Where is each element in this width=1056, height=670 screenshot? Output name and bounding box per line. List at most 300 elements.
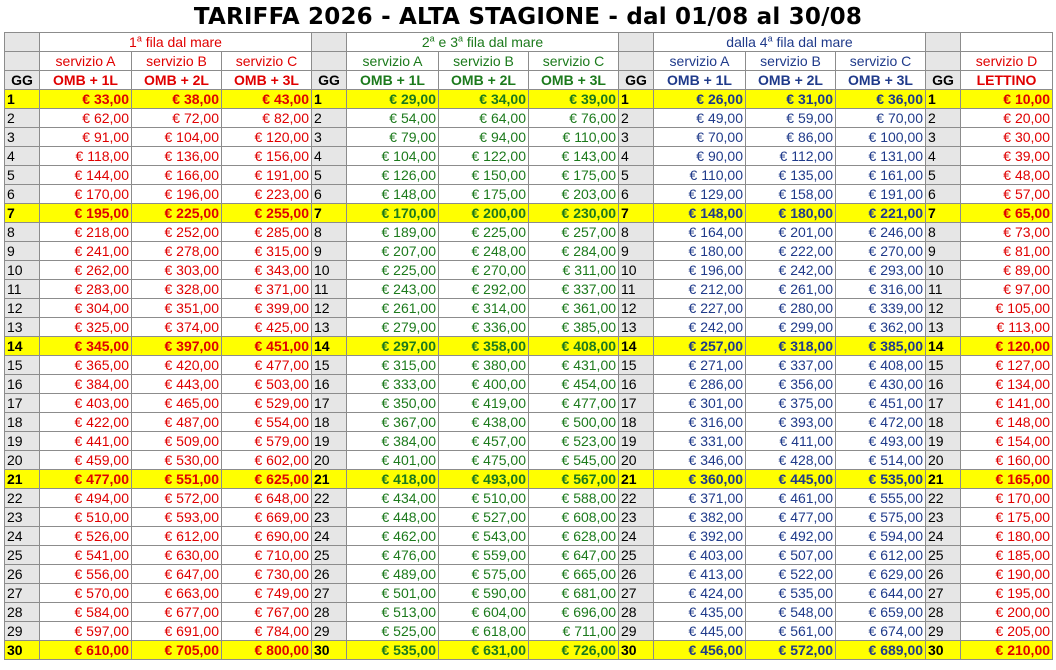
price-cell: € 297,00 <box>347 337 439 356</box>
price-cell: € 418,00 <box>347 470 439 489</box>
table-row <box>5 508 1053 527</box>
day-cell: 19 <box>619 432 654 451</box>
price-cell: € 541,00 <box>40 546 132 565</box>
day-cell: 15 <box>312 356 347 375</box>
price-cell: € 315,00 <box>222 242 312 261</box>
price-cell: € 431,00 <box>529 356 619 375</box>
price-cell: € 501,00 <box>347 584 439 603</box>
day-cell: 23 <box>312 508 347 527</box>
pack-1l-label: OMB + 1L <box>347 71 439 90</box>
price-cell: € 408,00 <box>836 356 926 375</box>
price-cell: € 222,00 <box>746 242 836 261</box>
table-row <box>5 90 1053 109</box>
price-cell: € 62,00 <box>40 109 132 128</box>
price-cell: € 284,00 <box>529 242 619 261</box>
price-cell: € 144,00 <box>40 166 132 185</box>
gg-header-blank <box>312 52 347 71</box>
price-cell: € 331,00 <box>654 432 746 451</box>
lettino-price-cell: € 81,00 <box>961 242 1053 261</box>
price-cell: € 34,00 <box>439 90 529 109</box>
day-cell: 6 <box>619 185 654 204</box>
price-cell: € 301,00 <box>654 394 746 413</box>
zone-1-sup: a <box>136 32 142 43</box>
gg-header-blank <box>5 52 40 71</box>
day-cell: 9 <box>312 242 347 261</box>
day-cell: 23 <box>619 508 654 527</box>
day-cell: 30 <box>5 641 40 660</box>
price-cell: € 561,00 <box>746 622 836 641</box>
price-cell: € 336,00 <box>439 318 529 337</box>
table-row <box>5 565 1053 584</box>
table-row <box>5 204 1053 223</box>
price-cell: € 510,00 <box>439 489 529 508</box>
day-cell: 4 <box>926 147 961 166</box>
price-cell: € 120,00 <box>222 128 312 147</box>
service-c-label: servizio C <box>529 52 619 71</box>
price-cell: € 196,00 <box>654 261 746 280</box>
price-cell: € 175,00 <box>529 166 619 185</box>
day-cell: 7 <box>619 204 654 223</box>
price-cell: € 523,00 <box>529 432 619 451</box>
lettino-price-cell: € 210,00 <box>961 641 1053 660</box>
day-cell: 20 <box>5 451 40 470</box>
day-cell: 11 <box>5 280 40 299</box>
day-cell: 20 <box>926 451 961 470</box>
price-cell: € 438,00 <box>439 413 529 432</box>
price-cell: € 510,00 <box>40 508 132 527</box>
price-cell: € 530,00 <box>132 451 222 470</box>
day-cell: 24 <box>926 527 961 546</box>
day-cell: 5 <box>619 166 654 185</box>
day-cell: 4 <box>5 147 40 166</box>
day-cell: 7 <box>5 204 40 223</box>
table-row <box>5 356 1053 375</box>
price-cell: € 711,00 <box>529 622 619 641</box>
day-cell: 13 <box>5 318 40 337</box>
lettino-price-cell: € 20,00 <box>961 109 1053 128</box>
price-cell: € 604,00 <box>439 603 529 622</box>
day-cell: 1 <box>619 90 654 109</box>
day-cell: 25 <box>926 546 961 565</box>
day-cell: 2 <box>312 109 347 128</box>
lettino-price-cell: € 185,00 <box>961 546 1053 565</box>
price-cell: € 408,00 <box>529 337 619 356</box>
day-cell: 14 <box>619 337 654 356</box>
price-cell: € 489,00 <box>347 565 439 584</box>
price-cell: € 456,00 <box>654 641 746 660</box>
price-cell: € 135,00 <box>746 166 836 185</box>
day-cell: 17 <box>312 394 347 413</box>
price-cell: € 572,00 <box>132 489 222 508</box>
price-cell: € 411,00 <box>746 432 836 451</box>
price-cell: € 86,00 <box>746 128 836 147</box>
price-cell: € 279,00 <box>347 318 439 337</box>
day-cell: 10 <box>5 261 40 280</box>
day-cell: 11 <box>926 280 961 299</box>
lettino-price-cell: € 89,00 <box>961 261 1053 280</box>
price-cell: € 689,00 <box>836 641 926 660</box>
day-cell: 24 <box>619 527 654 546</box>
lettino-price-cell: € 195,00 <box>961 584 1053 603</box>
day-cell: 22 <box>312 489 347 508</box>
price-cell: € 328,00 <box>132 280 222 299</box>
table-row <box>5 470 1053 489</box>
day-cell: 17 <box>619 394 654 413</box>
service-a-label: servizio A <box>654 52 746 71</box>
price-cell: € 559,00 <box>439 546 529 565</box>
day-cell: 29 <box>5 622 40 641</box>
price-cell: € 225,00 <box>132 204 222 223</box>
day-cell: 3 <box>312 128 347 147</box>
price-cell: € 665,00 <box>529 565 619 584</box>
price-cell: € 503,00 <box>222 375 312 394</box>
price-cell: € 29,00 <box>347 90 439 109</box>
price-cell: € 161,00 <box>836 166 926 185</box>
day-cell: 23 <box>5 508 40 527</box>
day-cell: 20 <box>312 451 347 470</box>
price-cell: € 493,00 <box>439 470 529 489</box>
price-cell: € 26,00 <box>654 90 746 109</box>
table-row <box>5 527 1053 546</box>
table-row <box>5 223 1053 242</box>
day-cell: 14 <box>926 337 961 356</box>
lettino-price-cell: € 134,00 <box>961 375 1053 394</box>
price-cell: € 218,00 <box>40 223 132 242</box>
price-cell: € 594,00 <box>836 527 926 546</box>
lettino-price-cell: € 10,00 <box>961 90 1053 109</box>
price-cell: € 459,00 <box>40 451 132 470</box>
price-cell: € 191,00 <box>222 166 312 185</box>
price-cell: € 674,00 <box>836 622 926 641</box>
price-cell: € 548,00 <box>746 603 836 622</box>
price-cell: € 362,00 <box>836 318 926 337</box>
price-cell: € 493,00 <box>836 432 926 451</box>
lettino-price-cell: € 148,00 <box>961 413 1053 432</box>
day-cell: 14 <box>5 337 40 356</box>
day-cell: 5 <box>926 166 961 185</box>
price-cell: € 681,00 <box>529 584 619 603</box>
day-cell: 25 <box>619 546 654 565</box>
price-cell: € 602,00 <box>222 451 312 470</box>
price-cell: € 575,00 <box>836 508 926 527</box>
price-cell: € 677,00 <box>132 603 222 622</box>
price-cell: € 278,00 <box>132 242 222 261</box>
price-cell: € 647,00 <box>132 565 222 584</box>
price-cell: € 529,00 <box>222 394 312 413</box>
price-cell: € 612,00 <box>132 527 222 546</box>
price-cell: € 375,00 <box>746 394 836 413</box>
price-cell: € 150,00 <box>439 166 529 185</box>
day-cell: 1 <box>926 90 961 109</box>
gg-header-blank <box>619 33 654 52</box>
day-cell: 27 <box>312 584 347 603</box>
pack-3l-label: OMB + 3L <box>222 71 312 90</box>
price-cell: € 64,00 <box>439 109 529 128</box>
gg-header: GG <box>926 71 961 90</box>
price-cell: € 435,00 <box>654 603 746 622</box>
table-row <box>5 413 1053 432</box>
price-cell: € 257,00 <box>654 337 746 356</box>
service-b-label: servizio B <box>746 52 836 71</box>
day-cell: 18 <box>619 413 654 432</box>
price-cell: € 49,00 <box>654 109 746 128</box>
price-cell: € 100,00 <box>836 128 926 147</box>
price-cell: € 535,00 <box>746 584 836 603</box>
day-cell: 18 <box>312 413 347 432</box>
price-cell: € 43,00 <box>222 90 312 109</box>
day-cell: 18 <box>926 413 961 432</box>
day-cell: 19 <box>312 432 347 451</box>
price-cell: € 104,00 <box>347 147 439 166</box>
price-cell: € 476,00 <box>347 546 439 565</box>
price-cell: € 384,00 <box>40 375 132 394</box>
price-cell: € 430,00 <box>836 375 926 394</box>
gg-header-blank <box>5 33 40 52</box>
day-cell: 12 <box>619 299 654 318</box>
price-cell: € 346,00 <box>654 451 746 470</box>
table-row <box>5 337 1053 356</box>
day-cell: 21 <box>5 470 40 489</box>
price-cell: € 705,00 <box>132 641 222 660</box>
price-cell: € 196,00 <box>132 185 222 204</box>
zone-2-header <box>347 33 619 52</box>
table-row <box>5 394 1053 413</box>
price-cell: € 696,00 <box>529 603 619 622</box>
price-cell: € 350,00 <box>347 394 439 413</box>
day-cell: 17 <box>5 394 40 413</box>
day-cell: 29 <box>619 622 654 641</box>
day-cell: 9 <box>5 242 40 261</box>
price-cell: € 451,00 <box>222 337 312 356</box>
zone-d-blank <box>961 33 1053 52</box>
day-cell: 17 <box>926 394 961 413</box>
price-cell: € 337,00 <box>529 280 619 299</box>
price-cell: € 526,00 <box>40 527 132 546</box>
price-cell: € 384,00 <box>347 432 439 451</box>
price-cell: € 451,00 <box>836 394 926 413</box>
price-cell: € 443,00 <box>132 375 222 394</box>
pack-header-row <box>5 71 1053 90</box>
price-cell: € 225,00 <box>347 261 439 280</box>
price-cell: € 351,00 <box>132 299 222 318</box>
table-row <box>5 584 1053 603</box>
price-cell: € 195,00 <box>40 204 132 223</box>
day-cell: 13 <box>312 318 347 337</box>
day-cell: 12 <box>312 299 347 318</box>
service-d-label: servizio D <box>961 52 1053 71</box>
price-cell: € 129,00 <box>654 185 746 204</box>
pack-2l-label: OMB + 2L <box>746 71 836 90</box>
price-cell: € 420,00 <box>132 356 222 375</box>
price-cell: € 59,00 <box>746 109 836 128</box>
price-cell: € 631,00 <box>439 641 529 660</box>
day-cell: 16 <box>5 375 40 394</box>
day-cell: 22 <box>619 489 654 508</box>
price-cell: € 554,00 <box>222 413 312 432</box>
price-cell: € 659,00 <box>836 603 926 622</box>
day-cell: 26 <box>312 565 347 584</box>
price-cell: € 572,00 <box>746 641 836 660</box>
lettino-price-cell: € 141,00 <box>961 394 1053 413</box>
price-cell: € 293,00 <box>836 261 926 280</box>
price-cell: € 90,00 <box>654 147 746 166</box>
pack-2l-label: OMB + 2L <box>439 71 529 90</box>
lettino-price-cell: € 127,00 <box>961 356 1053 375</box>
price-cell: € 527,00 <box>439 508 529 527</box>
table-row <box>5 109 1053 128</box>
price-cell: € 126,00 <box>347 166 439 185</box>
price-cell: € 286,00 <box>654 375 746 394</box>
day-cell: 13 <box>619 318 654 337</box>
price-cell: € 242,00 <box>746 261 836 280</box>
service-b-label: servizio B <box>132 52 222 71</box>
zone-2-text: fila dal mare <box>463 33 544 50</box>
day-cell: 7 <box>926 204 961 223</box>
price-cell: € 784,00 <box>222 622 312 641</box>
day-cell: 1 <box>5 90 40 109</box>
lettino-price-cell: € 175,00 <box>961 508 1053 527</box>
price-cell: € 413,00 <box>654 565 746 584</box>
price-cell: € 535,00 <box>347 641 439 660</box>
day-cell: 11 <box>312 280 347 299</box>
price-cell: € 669,00 <box>222 508 312 527</box>
lettino-price-cell: € 57,00 <box>961 185 1053 204</box>
price-cell: € 663,00 <box>132 584 222 603</box>
price-cell: € 567,00 <box>529 470 619 489</box>
day-cell: 28 <box>5 603 40 622</box>
price-cell: € 494,00 <box>40 489 132 508</box>
price-cell: € 257,00 <box>529 223 619 242</box>
price-cell: € 270,00 <box>836 242 926 261</box>
day-cell: 9 <box>926 242 961 261</box>
zone-2-num: 2 <box>421 33 430 50</box>
price-cell: € 487,00 <box>132 413 222 432</box>
price-cell: € 509,00 <box>132 432 222 451</box>
price-cell: € 156,00 <box>222 147 312 166</box>
gg-header-blank <box>926 33 961 52</box>
price-cell: € 337,00 <box>746 356 836 375</box>
price-cell: € 575,00 <box>439 565 529 584</box>
day-cell: 21 <box>926 470 961 489</box>
day-cell: 3 <box>926 128 961 147</box>
price-cell: € 612,00 <box>836 546 926 565</box>
price-cell: € 283,00 <box>40 280 132 299</box>
price-cell: € 318,00 <box>746 337 836 356</box>
day-cell: 19 <box>926 432 961 451</box>
day-cell: 24 <box>312 527 347 546</box>
table-row <box>5 432 1053 451</box>
price-cell: € 513,00 <box>347 603 439 622</box>
service-header-row <box>5 52 1053 71</box>
day-cell: 6 <box>5 185 40 204</box>
price-cell: € 551,00 <box>132 470 222 489</box>
service-c-label: servizio C <box>222 52 312 71</box>
price-cell: € 200,00 <box>439 204 529 223</box>
price-cell: € 242,00 <box>654 318 746 337</box>
price-cell: € 227,00 <box>654 299 746 318</box>
price-cell: € 148,00 <box>347 185 439 204</box>
lettino-price-cell: € 65,00 <box>961 204 1053 223</box>
price-cell: € 380,00 <box>439 356 529 375</box>
price-cell: € 285,00 <box>222 223 312 242</box>
price-cell: € 441,00 <box>40 432 132 451</box>
day-cell: 25 <box>312 546 347 565</box>
zone-2-mid: e 3 <box>434 33 458 50</box>
price-cell: € 475,00 <box>439 451 529 470</box>
price-cell: € 261,00 <box>347 299 439 318</box>
lettino-price-cell: € 170,00 <box>961 489 1053 508</box>
table-row <box>5 622 1053 641</box>
price-cell: € 325,00 <box>40 318 132 337</box>
price-cell: € 91,00 <box>40 128 132 147</box>
day-cell: 30 <box>926 641 961 660</box>
price-cell: € 70,00 <box>836 109 926 128</box>
price-cell: € 110,00 <box>654 166 746 185</box>
day-cell: 15 <box>926 356 961 375</box>
price-cell: € 112,00 <box>746 147 836 166</box>
day-cell: 30 <box>619 641 654 660</box>
price-cell: € 800,00 <box>222 641 312 660</box>
price-cell: € 315,00 <box>347 356 439 375</box>
price-cell: € 507,00 <box>746 546 836 565</box>
price-cell: € 158,00 <box>746 185 836 204</box>
pack-3l-label: OMB + 3L <box>836 71 926 90</box>
price-cell: € 555,00 <box>836 489 926 508</box>
day-cell: 27 <box>926 584 961 603</box>
table-row <box>5 242 1053 261</box>
price-cell: € 477,00 <box>529 394 619 413</box>
price-cell: € 38,00 <box>132 90 222 109</box>
price-cell: € 425,00 <box>222 318 312 337</box>
price-cell: € 191,00 <box>836 185 926 204</box>
price-cell: € 644,00 <box>836 584 926 603</box>
day-cell: 28 <box>619 603 654 622</box>
price-cell: € 545,00 <box>529 451 619 470</box>
price-cell: € 424,00 <box>654 584 746 603</box>
price-cell: € 457,00 <box>439 432 529 451</box>
price-cell: € 221,00 <box>836 204 926 223</box>
price-cell: € 647,00 <box>529 546 619 565</box>
day-cell: 5 <box>312 166 347 185</box>
lettino-price-cell: € 105,00 <box>961 299 1053 318</box>
price-cell: € 371,00 <box>654 489 746 508</box>
price-cell: € 535,00 <box>836 470 926 489</box>
price-cell: € 448,00 <box>347 508 439 527</box>
day-cell: 24 <box>5 527 40 546</box>
price-cell: € 252,00 <box>132 223 222 242</box>
price-cell: € 241,00 <box>40 242 132 261</box>
price-cell: € 255,00 <box>222 204 312 223</box>
price-cell: € 374,00 <box>132 318 222 337</box>
lettino-price-cell: € 113,00 <box>961 318 1053 337</box>
price-cell: € 356,00 <box>746 375 836 394</box>
price-cell: € 225,00 <box>439 223 529 242</box>
lettino-price-cell: € 160,00 <box>961 451 1053 470</box>
price-cell: € 246,00 <box>836 223 926 242</box>
price-cell: € 345,00 <box>40 337 132 356</box>
price-cell: € 367,00 <box>347 413 439 432</box>
price-cell: € 170,00 <box>40 185 132 204</box>
price-cell: € 248,00 <box>439 242 529 261</box>
price-cell: € 570,00 <box>40 584 132 603</box>
price-cell: € 403,00 <box>40 394 132 413</box>
price-cell: € 477,00 <box>40 470 132 489</box>
day-cell: 21 <box>312 470 347 489</box>
pack-3l-label: OMB + 3L <box>529 71 619 90</box>
price-cell: € 303,00 <box>132 261 222 280</box>
page-title: TARIFFA 2026 - ALTA STAGIONE - dal 01/08 al 30/08 <box>193 4 863 30</box>
day-cell: 2 <box>926 109 961 128</box>
